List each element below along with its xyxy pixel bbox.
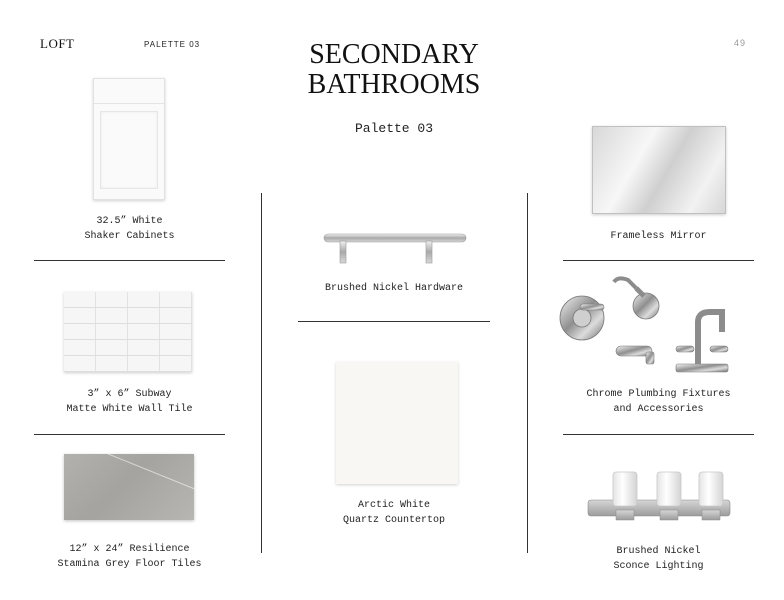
lighting-caption-line2: Sconce Lighting <box>613 561 704 572</box>
wall-tile-caption-line1: 3” x 6” Subway <box>87 389 172 400</box>
bar-pull-handle-image <box>322 228 468 268</box>
countertop-caption-line2: Quartz Countertop <box>342 515 446 526</box>
hardware-caption <box>298 281 490 296</box>
mirror-image <box>592 126 726 214</box>
plumbing-caption-line2: and Accessories <box>613 404 704 415</box>
floor-tile-caption-line1: 12” x 24” Resilience <box>69 544 190 555</box>
floor-tile-caption <box>34 542 225 572</box>
mirror-caption-line1: Frameless Mirror <box>610 231 707 242</box>
divider-left-2 <box>34 434 225 435</box>
cabinet-door-panel <box>100 111 158 189</box>
divider-right-1 <box>563 260 754 261</box>
title-line-2: BATHROOMS <box>307 69 481 100</box>
page-subtitle: Palette 03 <box>354 121 433 136</box>
wall-tile-caption <box>34 387 225 417</box>
page-number: 49 <box>734 38 747 48</box>
brand-logo: LOFT <box>40 36 75 51</box>
plumbing-caption <box>563 387 754 417</box>
cabinets-caption-line2: Shaker Cabinets <box>84 231 175 242</box>
floor-tile-caption-line2: Stamina Grey Floor Tiles <box>57 559 202 570</box>
title-line-1: SECONDARY <box>309 39 479 70</box>
column-divider-left <box>261 193 262 553</box>
divider-center-1 <box>298 321 490 322</box>
floor-tile-swatch <box>64 454 194 520</box>
plumbing-caption-line1: Chrome Plumbing Fixtures <box>586 389 731 400</box>
cabinet-drawer <box>94 79 164 104</box>
sconce-light-image <box>586 466 732 530</box>
countertop-caption <box>298 498 490 528</box>
wall-tile-caption-line2: Matte White Wall Tile <box>66 404 193 415</box>
lighting-caption <box>563 544 754 574</box>
subway-tile-swatch <box>64 292 192 372</box>
palette-tag: PALETTE 03 <box>144 40 201 49</box>
plumbing-fixtures-image <box>558 272 734 378</box>
column-divider-right <box>527 193 528 553</box>
lighting-caption-line1: Brushed Nickel <box>616 546 701 557</box>
hardware-caption-line1: Brushed Nickel Hardware <box>324 283 464 294</box>
cabinets-caption <box>34 214 225 244</box>
page-title <box>292 40 496 100</box>
countertop-caption-line1: Arctic White <box>357 500 430 511</box>
mirror-caption <box>563 229 754 244</box>
floor-tile-vein <box>107 454 194 492</box>
cabinet-swatch <box>93 78 165 200</box>
quartz-countertop-swatch <box>336 362 458 484</box>
divider-left-1 <box>34 260 225 261</box>
cabinets-caption-line1: 32.5” White <box>96 216 163 227</box>
divider-right-2 <box>563 434 754 435</box>
